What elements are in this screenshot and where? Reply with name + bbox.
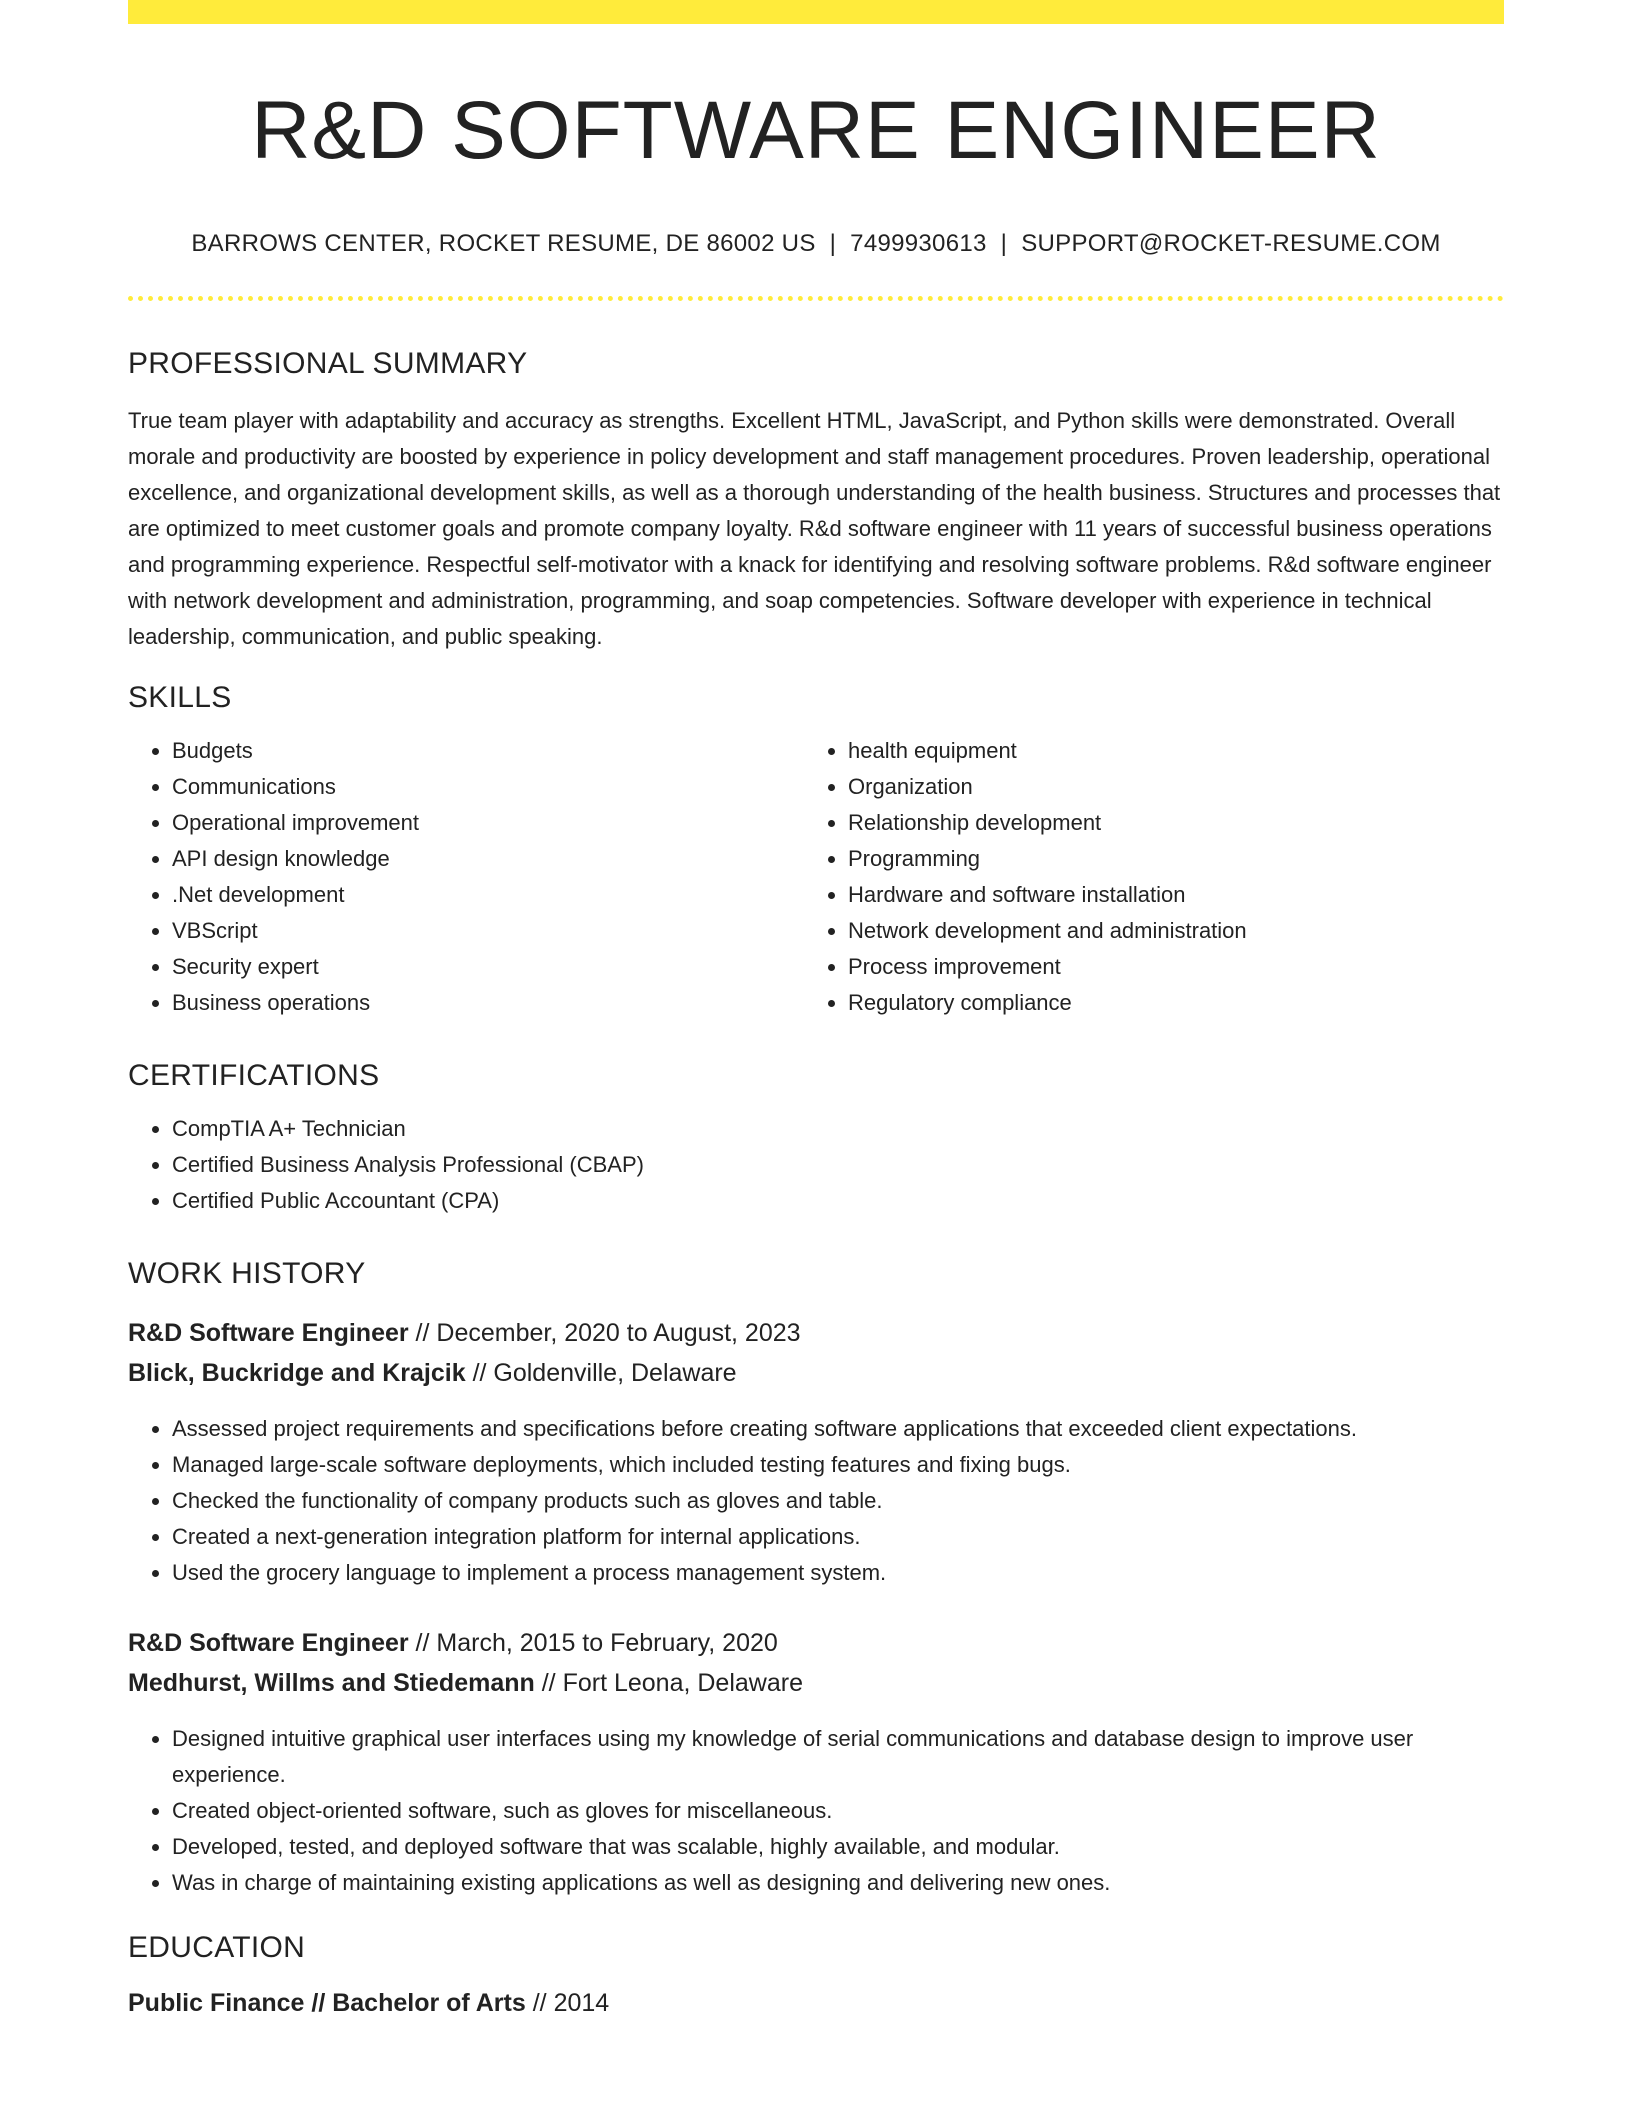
skill-item: • Security expert xyxy=(172,949,804,985)
resume-title: R&D SOFTWARE ENGINEER xyxy=(251,85,1381,176)
job-role-line xyxy=(128,1623,1504,1663)
job-entry xyxy=(128,1313,1504,1591)
skill-item: • Organization xyxy=(848,769,1480,805)
skill-item: • VBScript xyxy=(172,913,804,949)
contact-separator: | xyxy=(829,230,837,258)
resume-page xyxy=(128,0,1504,2023)
skills-list-left xyxy=(128,733,804,1021)
skill-item: • Process improvement xyxy=(848,949,1480,985)
education-entry xyxy=(128,1983,1504,2023)
contact-email[interactable]: SUPPORT@ROCKET-RESUME.COM xyxy=(1021,230,1441,258)
certification-item: • Certified Public Accountant (CPA) xyxy=(172,1183,1504,1219)
job-role: R&D Software Engineer xyxy=(128,1629,409,1658)
job-bullet: • Assessed project requirements and specifications before creating software applications that exceeded client expectations. xyxy=(172,1411,1504,1447)
skill-item: • Programming xyxy=(848,841,1480,877)
job-bullet: • Developed, tested, and deployed software that was scalable, highly available, and modular. xyxy=(172,1829,1504,1865)
certifications-heading: CERTIFICATIONS xyxy=(128,1059,380,1093)
certification-item: • Certified Business Analysis Professional (CBAP) xyxy=(172,1147,1504,1183)
skill-item: • Communications xyxy=(172,769,804,805)
summary-heading: PROFESSIONAL SUMMARY xyxy=(128,347,528,381)
contact-separator: | xyxy=(1000,230,1008,258)
job-bullet: • Was in charge of maintaining existing applications as well as designing and delivering new ones. xyxy=(172,1865,1504,1901)
skills-columns xyxy=(128,733,1504,1021)
job-company-line xyxy=(128,1663,1504,1703)
summary-text: True team player with adaptability and accuracy as strengths. Excellent HTML, JavaScript, and Python skills were demonstrated. Overall morale and productivity are boosted by experience in policy development and staff management procedures. Proven leadership, operational excellence, and organizational development skills, as well as a thorough understanding of the health business. Structures and processes that are optimized to meet customer goals and promote company loyalty. R&d software engineer with 11 years of successful business operations and programming experience. Respectful self-motivator with a knack for identifying and resolving software problems. R&d software engineer with network development and administration, programming, and soap competencies. Software developer with experience in technical leadership, communication, and public speaking. xyxy=(128,408,1501,650)
skill-item: • .Net development xyxy=(172,877,804,913)
skill-item: • Network development and administration xyxy=(848,913,1480,949)
job-bullet: • Created a next-generation integration platform for internal applications. xyxy=(172,1519,1504,1555)
job-bullets xyxy=(128,1721,1504,1901)
skill-item: • Relationship development xyxy=(848,805,1480,841)
job-role: R&D Software Engineer xyxy=(128,1319,409,1348)
skill-item: • Business operations xyxy=(172,985,804,1021)
certifications-list xyxy=(128,1111,1504,1219)
skill-item: • Budgets xyxy=(172,733,804,769)
job-role-line xyxy=(128,1313,1504,1353)
job-bullet: • Checked the functionality of company products such as gloves and table. xyxy=(172,1483,1504,1519)
job-company: Medhurst, Willms and Stiedemann xyxy=(128,1669,535,1698)
skills-heading: SKILLS xyxy=(128,681,232,715)
certification-item: • CompTIA A+ Technician xyxy=(172,1111,1504,1147)
job-dates: // March, 2015 to February, 2020 xyxy=(408,1629,778,1658)
dotted-divider xyxy=(128,296,1504,301)
job-location: // Goldenville, Delaware xyxy=(465,1359,737,1388)
contact-address: BARROWS CENTER, ROCKET RESUME, DE 86002 US xyxy=(191,230,816,258)
job-location: // Fort Leona, Delaware xyxy=(534,1669,803,1698)
skills-list-right xyxy=(804,733,1480,1021)
job-bullet: • Designed intuitive graphical user interfaces using my knowledge of serial communications and database design to improve user experience. xyxy=(172,1721,1504,1793)
education-heading: EDUCATION xyxy=(128,1931,306,1965)
top-accent-bar xyxy=(128,0,1504,24)
job-entry xyxy=(128,1623,1504,1901)
job-bullets xyxy=(128,1411,1504,1591)
work-history-heading: WORK HISTORY xyxy=(128,1257,366,1291)
skill-item: • Hardware and software installation xyxy=(848,877,1480,913)
skill-item: • API design knowledge xyxy=(172,841,804,877)
skill-item: • Operational improvement xyxy=(172,805,804,841)
skill-item: • health equipment xyxy=(848,733,1480,769)
job-company: Blick, Buckridge and Krajcik xyxy=(128,1359,466,1388)
job-dates: // December, 2020 to August, 2023 xyxy=(408,1319,801,1348)
job-bullet: • Created object-oriented software, such as gloves for miscellaneous. xyxy=(172,1793,1504,1829)
job-bullet: • Used the grocery language to implement a process management system. xyxy=(172,1555,1504,1591)
skill-item: • Regulatory compliance xyxy=(848,985,1480,1021)
job-bullet: • Managed large-scale software deployments, which included testing features and fixing bugs. xyxy=(172,1447,1504,1483)
contact-line xyxy=(128,230,1504,258)
contact-phone: 7499930613 xyxy=(850,230,987,258)
education-year: // 2014 xyxy=(525,1989,610,2018)
job-company-line xyxy=(128,1353,1504,1393)
education-degree: Public Finance // Bachelor of Arts xyxy=(128,1989,526,2018)
